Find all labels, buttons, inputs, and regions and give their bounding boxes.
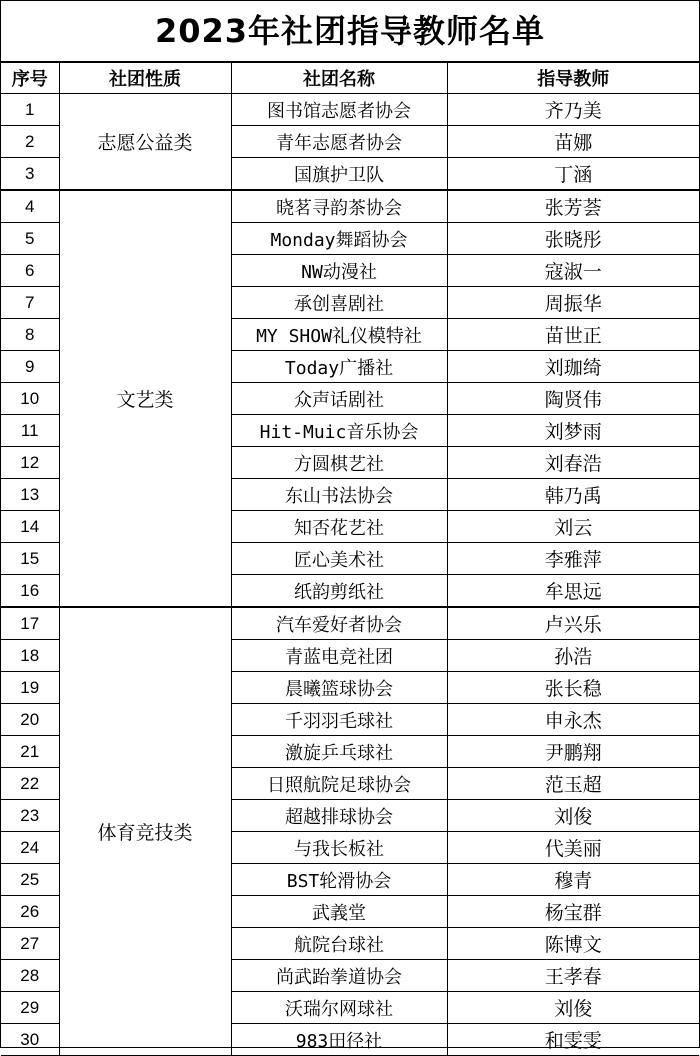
row-number: 29 xyxy=(1,992,59,1024)
club-name: 超越排球协会 xyxy=(231,800,447,832)
row-number: 20 xyxy=(1,704,59,736)
club-name: Hit-Muic音乐协会 xyxy=(231,415,447,447)
club-name: 匠心美术社 xyxy=(231,543,447,575)
page-title: 2023年社团指导教师名单 xyxy=(1,1,699,62)
teacher-name: 陶贤伟 xyxy=(447,383,699,415)
teacher-name: 苗世正 xyxy=(447,319,699,351)
row-number: 10 xyxy=(1,383,59,415)
teacher-name: 齐乃美 xyxy=(447,94,699,126)
teacher-name: 卢兴乐 xyxy=(447,607,699,640)
club-name: Monday舞蹈协会 xyxy=(231,223,447,255)
teacher-name: 刘春浩 xyxy=(447,447,699,479)
header-name: 社团名称 xyxy=(231,63,447,94)
row-number: 13 xyxy=(1,479,59,511)
teacher-name: 张长稳 xyxy=(447,672,699,704)
club-name: BST轮滑协会 xyxy=(231,864,447,896)
row-number: 19 xyxy=(1,672,59,704)
teacher-name: 苗娜 xyxy=(447,126,699,158)
club-name: 沃瑞尔网球社 xyxy=(231,992,447,1024)
club-name: 晓茗寻韵茶协会 xyxy=(231,190,447,223)
teacher-name: 穆青 xyxy=(447,864,699,896)
teacher-name: 杨宝群 xyxy=(447,896,699,928)
club-name: 尚武跆拳道协会 xyxy=(231,960,447,992)
club-name: 方圆棋艺社 xyxy=(231,447,447,479)
club-category: 文艺类 xyxy=(59,190,231,607)
club-name: MY SHOW礼仪模特社 xyxy=(231,319,447,351)
row-number: 11 xyxy=(1,415,59,447)
row-number: 6 xyxy=(1,255,59,287)
teacher-name: 周振华 xyxy=(447,287,699,319)
club-name: 众声话剧社 xyxy=(231,383,447,415)
row-number: 24 xyxy=(1,832,59,864)
row-number: 5 xyxy=(1,223,59,255)
teacher-name: 李雅萍 xyxy=(447,543,699,575)
club-name: 航院台球社 xyxy=(231,928,447,960)
teacher-name: 陈博文 xyxy=(447,928,699,960)
teacher-name: 寇淑一 xyxy=(447,255,699,287)
row-number: 30 xyxy=(1,1024,59,1056)
row-number: 2 xyxy=(1,126,59,158)
row-number: 1 xyxy=(1,94,59,126)
table-row xyxy=(1,94,699,126)
club-category: 志愿公益类 xyxy=(59,94,231,191)
row-number: 14 xyxy=(1,511,59,543)
row-number: 22 xyxy=(1,768,59,800)
club-name: 知否花艺社 xyxy=(231,511,447,543)
header-type: 社团性质 xyxy=(59,63,231,94)
row-number: 4 xyxy=(1,190,59,223)
club-name: NW动漫社 xyxy=(231,255,447,287)
teacher-name: 和雯雯 xyxy=(447,1024,699,1056)
club-name: 激旋乒乓球社 xyxy=(231,736,447,768)
club-name: 东山书法协会 xyxy=(231,479,447,511)
teacher-name: 申永杰 xyxy=(447,704,699,736)
row-number: 28 xyxy=(1,960,59,992)
row-number: 9 xyxy=(1,351,59,383)
row-number: 23 xyxy=(1,800,59,832)
row-number: 3 xyxy=(1,158,59,191)
roster-body xyxy=(1,94,699,1056)
table-row xyxy=(1,190,699,223)
club-name: 国旗护卫队 xyxy=(231,158,447,191)
club-category: 体育竞技类 xyxy=(59,607,231,1056)
teacher-name: 韩乃禹 xyxy=(447,479,699,511)
club-name: 武義堂 xyxy=(231,896,447,928)
header-teacher: 指导教师 xyxy=(447,63,699,94)
table-row xyxy=(1,607,699,640)
club-name: Today广播社 xyxy=(231,351,447,383)
header-num: 序号 xyxy=(1,63,59,94)
row-number: 27 xyxy=(1,928,59,960)
teacher-name: 尹鹏翔 xyxy=(447,736,699,768)
club-name: 与我长板社 xyxy=(231,832,447,864)
teacher-name: 张晓彤 xyxy=(447,223,699,255)
teacher-name: 牟思远 xyxy=(447,575,699,608)
club-name: 千羽羽毛球社 xyxy=(231,704,447,736)
row-number: 18 xyxy=(1,640,59,672)
row-number: 25 xyxy=(1,864,59,896)
teacher-name: 刘俊 xyxy=(447,800,699,832)
teacher-name: 刘云 xyxy=(447,511,699,543)
teacher-name: 刘珈绮 xyxy=(447,351,699,383)
row-number: 16 xyxy=(1,575,59,608)
row-number: 8 xyxy=(1,319,59,351)
teacher-name: 张芳荟 xyxy=(447,190,699,223)
row-number: 17 xyxy=(1,607,59,640)
teacher-name: 丁涵 xyxy=(447,158,699,191)
teacher-name: 王孝春 xyxy=(447,960,699,992)
teacher-name: 刘梦雨 xyxy=(447,415,699,447)
club-name: 承创喜剧社 xyxy=(231,287,447,319)
teacher-name: 刘俊 xyxy=(447,992,699,1024)
row-number: 21 xyxy=(1,736,59,768)
row-number: 26 xyxy=(1,896,59,928)
row-number: 12 xyxy=(1,447,59,479)
teacher-name: 代美丽 xyxy=(447,832,699,864)
club-name: 晨曦篮球协会 xyxy=(231,672,447,704)
club-name: 纸韵剪纸社 xyxy=(231,575,447,608)
club-name: 汽车爱好者协会 xyxy=(231,607,447,640)
club-name: 青蓝电竞社团 xyxy=(231,640,447,672)
roster-table xyxy=(1,62,699,1056)
club-name: 日照航院足球协会 xyxy=(231,768,447,800)
header-row xyxy=(1,63,699,94)
row-number: 7 xyxy=(1,287,59,319)
teacher-name: 范玉超 xyxy=(447,768,699,800)
club-name: 青年志愿者协会 xyxy=(231,126,447,158)
club-name: 图书馆志愿者协会 xyxy=(231,94,447,126)
club-name: 983田径社 xyxy=(231,1024,447,1056)
teacher-name: 孙浩 xyxy=(447,640,699,672)
row-number: 15 xyxy=(1,543,59,575)
